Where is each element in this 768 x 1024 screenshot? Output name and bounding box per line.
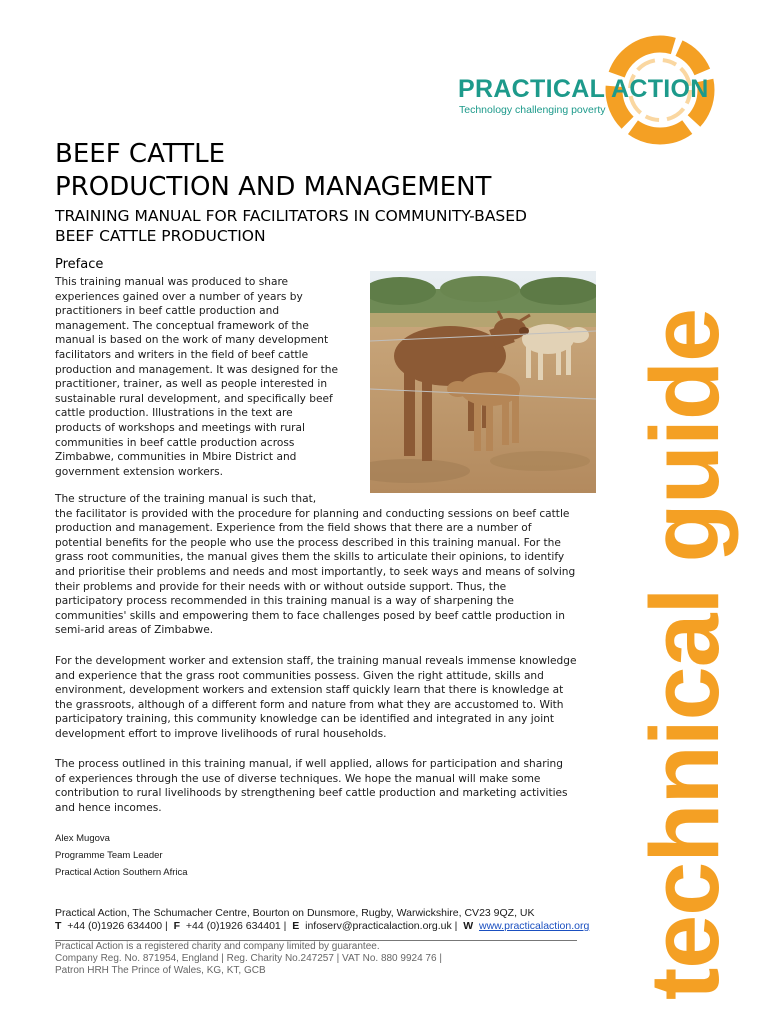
text-line: For the development worker and extension staff, the training manual reveals immense knowledge — [55, 655, 577, 667]
phone-label: T — [55, 920, 62, 932]
preface-paragraph-1 — [55, 275, 355, 479]
subtitle-line: TRAINING MANUAL FOR FACILITATORS IN COMMUNITY-BASED — [55, 207, 527, 225]
text-line: semi-arid areas of Zimbabwe. — [55, 624, 214, 637]
logo-tagline: Technology challenging poverty — [459, 104, 606, 116]
email-address[interactable]: infoserv@practicalaction.org.uk — [305, 920, 452, 932]
title-line: PRODUCTION AND MANAGEMENT — [55, 172, 492, 202]
signature-block — [55, 830, 188, 881]
signature-name: Alex Mugova — [55, 833, 110, 844]
text-line: and prioritise their problems and needs and most importantly, to seek ways and means of solving — [55, 565, 576, 578]
fax-number: +44 (0)1926 634401 — [185, 920, 281, 932]
text-line: The process outlined in this training manual, if well applied, allows for participation and sharing — [55, 758, 563, 770]
text-line: production and management. Experience from the field shows that there are a number of — [55, 522, 532, 535]
text-line: Zimbabwe, communities in Mbire District and — [55, 451, 297, 464]
logo-wordmark: PRACTICAL ACTION — [458, 75, 709, 103]
footer-address: Practical Action, The Schumacher Centre, Bourton on Dunsmore, Rugby, Warwickshire, CV23 9QZ, UK — [55, 907, 535, 919]
text-line: government extension workers. — [55, 465, 223, 478]
email-label: E — [292, 920, 300, 932]
text-line: development effort to improve livelihoods of rural households. — [55, 727, 387, 740]
text-line: communities in beef cattle production across — [55, 436, 295, 449]
text-line: facilitators and writers in the field of beef cattle — [55, 348, 309, 361]
text-line: contribution to rural livelihoods by strengthening beef cattle production and marketing activities — [55, 787, 568, 800]
text-line: practitioner, trainer, as well as people interested in — [55, 378, 328, 391]
text-line: and experience that the grass root communities possess. Given the right attitude, skills and — [55, 669, 544, 682]
footer-contact-line: T +44 (0)1926 634400 | F +44 (0)1926 634401 | E infoserv@practicalaction.org.uk | W www.practicalaction.org — [55, 920, 590, 932]
text-line: products of workshops and meetings with rural — [55, 421, 305, 434]
text-line: experiences gained over a number of years by — [55, 290, 303, 303]
phone-number: +44 (0)1926 634400 — [67, 920, 163, 932]
document-subtitle — [55, 206, 615, 246]
text-line: Patron HRH The Prince of Wales, KG, KT, GCB — [55, 965, 266, 976]
text-line: the grassroots, although of a different form and nature from what they are accustomed to. With — [55, 698, 564, 711]
text-line: and hence incomes. — [55, 801, 162, 814]
text-line: Company Reg. No. 871954, England | Reg. Charity No.247257 | VAT No. 880 9924 76 | — [55, 953, 442, 964]
text-line: The structure of the training manual is such that, — [55, 493, 317, 505]
text-line: grass root communities, the manual gives them the skills to articulate their opinions, to identify — [55, 551, 565, 564]
footer-contact — [55, 907, 589, 933]
text-line: potential benefits for the people who use the process described in this training manual. For the — [55, 536, 561, 549]
preface-heading: Preface — [55, 257, 104, 272]
web-label: W — [463, 920, 474, 932]
text-line: their problems and provide for their needs with or without outside support. Thus, the — [55, 580, 507, 593]
text-line: This training manual was produced to share — [55, 276, 289, 288]
text-line: participatory process recommended in this training manual is a way of sharpening the — [55, 595, 514, 608]
text-line: practitioners in beef cattle production and — [55, 305, 280, 318]
text-line: cattle production. Illustrations in the text are — [55, 407, 293, 420]
text-line: the facilitator is provided with the procedure for planning and conducting sessions on beef cattle — [55, 507, 570, 520]
fax-label: F — [173, 920, 181, 932]
text-line: participatory training, this community knowledge can be identified and integrated in any joint — [55, 713, 555, 726]
signature-organisation: Practical Action Southern Africa — [55, 867, 188, 878]
subtitle-line: BEEF CATTLE PRODUCTION — [55, 227, 266, 245]
text-line: sustainable rural development, and specifically beef — [55, 392, 333, 405]
cattle-photo — [370, 271, 596, 493]
text-line: manual is based on the work of many development — [55, 334, 329, 347]
technical-guide-side-label: technical guide — [630, 308, 739, 1000]
text-line: communities' skills and empowering them to face challenges posed by beef cattle production in — [55, 609, 565, 622]
website-link[interactable]: www.practicalaction.org — [479, 920, 590, 932]
text-line: production and management. It was designed for the — [55, 363, 339, 376]
title-line: BEEF CATTLE — [55, 139, 226, 169]
preface-paragraph-3 — [55, 654, 600, 742]
text-line: Practical Action is a registered charity and company limited by guarantee. — [55, 941, 380, 952]
text-line: management. The conceptual framework of the — [55, 319, 309, 332]
signature-role: Programme Team Leader — [55, 850, 163, 861]
document-title — [55, 138, 491, 204]
preface-paragraph-2 — [55, 492, 600, 638]
footer-legal — [55, 941, 442, 977]
preface-paragraph-4 — [55, 757, 600, 815]
text-line: of experiences through the use of diverse techniques. We hope the manual will make some — [55, 772, 541, 785]
text-line: environment, development workers and extension staff quickly learn that there is knowledge at — [55, 684, 564, 697]
